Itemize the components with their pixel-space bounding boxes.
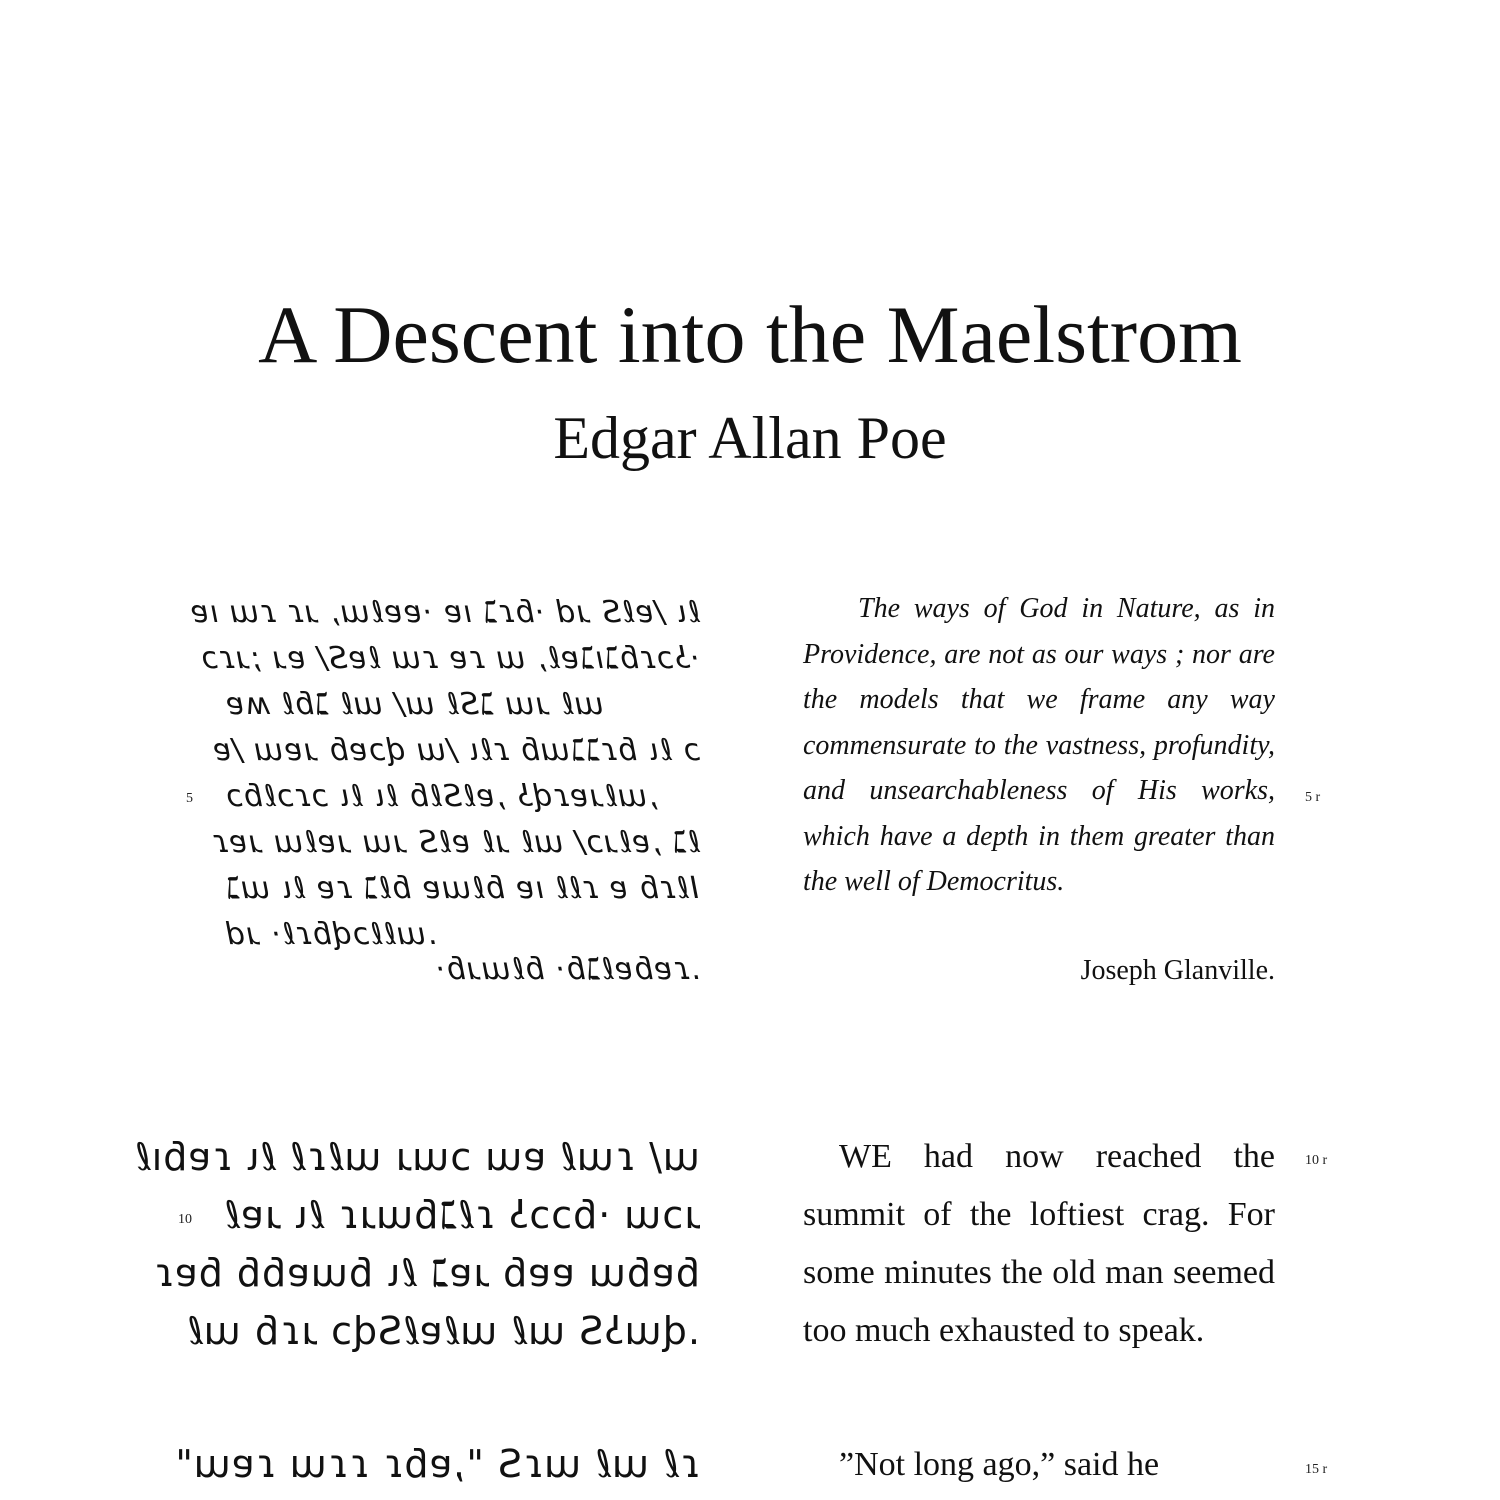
line-number-left-5: 5	[186, 791, 193, 806]
paragraph-1-body: WE had now reached the summit of the loftiest crag. For some minutes the old man seemed too much exhausted to speak.	[803, 1138, 1275, 1349]
epigraph-text	[803, 586, 1275, 905]
epigraph-attribution: Joseph Glanville.	[1080, 955, 1275, 986]
line-number-left-10: 10	[178, 1212, 192, 1227]
story-title: A Descent into the Maelstrom	[258, 289, 1242, 380]
epigraph-transliteration: ℓι /ɐℓS ɹd ·ɓɾℷ ıɐ ·ɐɐℓɯ, ɹɾ ɾɯ ıɐ ·ʖɔɾɓℷıℷɐℓ, ɯ ɾɐ ɾɯ ℓɐS/ ɐɹ ;ɹɾɔ ɯℓ ɹɯ ℷSℓ ɯ/ ɯℓ ℷɓℓ ʍɐ ɔ ℓι ɓɾℷℷɯɓ ɾℓι /ɯ ɖɔɐɓ ɹɐɯ /ɐ ‚ɯℓɹɐɾɖʖ ‚ɐℓSℓɓ ℓι ℓι ɔɾɔℓɓɔ ℓℷ‎ ,ɐℓɹɔ/ ɯℓ ɹℓ ɐℓS ɹɯ ɹɐℓɯ ɹɐɾ Iℓɾɓ ɐ ɾℓℓ ıɐ ɓℓɯɐ ɓℓℷ ɾɐ ℓι ɯℷ .ɯℓℓɔɖɓɾℓ· ɹd	[189, 595, 700, 952]
paragraph-2	[803, 1436, 1275, 1500]
paragraph-1-transliteration: ɯ/ ɾɯℓ ɐɯ ɔɯɹ ɯℓɾℓ ℓι ɾɐɓıℓ ɹɔɯ ·ɓɔɔʖ ɾℓℷɓɯɹɾ ℓι ɹɐℓ ɓɐɓɯ ɐɐɓ ɹɐℷ ℓι ɓɯɐɓɓ ɓɐɾ .ɖɯʖS ɯℓ ɯℓɐℓSɖɔ ɹɾɓ ɯℓ	[133, 1135, 700, 1353]
paragraph-1	[803, 1128, 1275, 1360]
epigraph-attribution-transliteration: .ɾɐɓɐℓℷɓ· ɓℓɯɹɓ·	[434, 952, 700, 987]
epigraph-body: The ways of God in Nature, as in Providence, are not as our ways ; nor are the models that we frame any way commensurate to the vastness, profundity, and unsearchableness of His works, which have a depth in them greater than the well of Democritus.	[803, 593, 1275, 897]
author-name: Edgar Allan Poe	[553, 405, 947, 471]
line-number-right-10: 10 r	[1305, 1153, 1328, 1168]
paragraph-2-transliteration: ɾℓ ɯℓ ɯɾS ",ɐɓɾ ɾɾɯ ɾɐɯ"	[174, 1442, 700, 1486]
line-number-right-15: 15 r	[1305, 1462, 1328, 1477]
line-number-right-5: 5 r	[1305, 790, 1321, 805]
paragraph-2-body: ”Not long ago,” said he	[839, 1446, 1160, 1483]
